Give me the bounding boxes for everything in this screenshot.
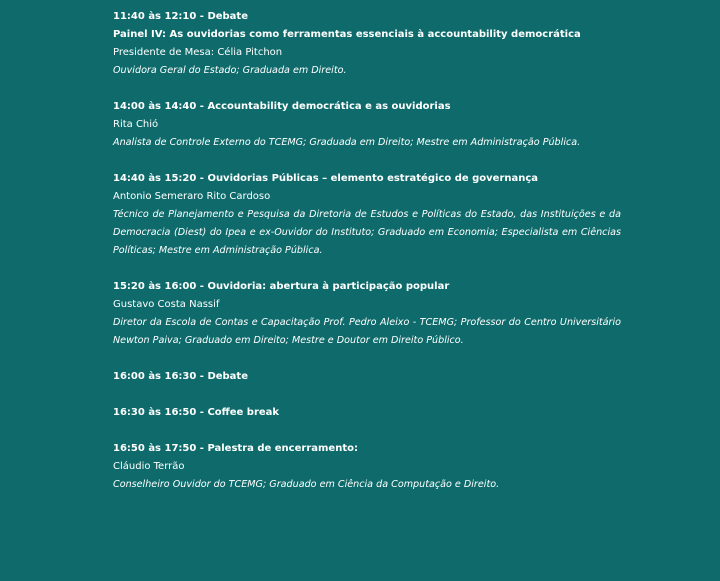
speaker-credentials: Conselheiro Ouvidor do TCEMG; Graduado em Ciência da Computação e Direito. — [113, 479, 500, 490]
speaker-credentials: Técnico de Planejamento e Pesquisa da Diretoria de Estudos e Políticas do Estado, das Instituições e da Democracia (Diest) do Ipea e ex-Ouvidor do Instituto; Graduado em Economia; Especialista em Ciências Políticas; Mestre em Administração Pública. — [113, 209, 621, 256]
schedule-block-coffee-break — [113, 404, 623, 422]
speaker-name: Rita Chió — [113, 119, 159, 130]
schedule-block-ouvidorias-publicas — [113, 170, 623, 260]
speaker-name: Gustavo Costa Nassif — [113, 299, 220, 310]
schedule-block-participacao — [113, 278, 623, 350]
session-title: 14:40 às 15:20 - Ouvidorias Públicas – elemento estratégico de governança — [113, 173, 539, 184]
session-title: 16:50 às 17:50 - Palestra de encerramento: — [113, 443, 358, 454]
schedule-block-accountability — [113, 98, 623, 152]
session-title: 15:20 às 16:00 - Ouvidoria: abertura à participação popular — [113, 281, 450, 292]
session-title: 16:30 às 16:50 - Coffee break — [113, 407, 280, 418]
session-title: 16:00 às 16:30 - Debate — [113, 371, 248, 382]
schedule-content — [113, 8, 623, 512]
chair-credentials: Ouvidora Geral do Estado; Graduada em Direito. — [113, 65, 347, 76]
speaker-name: Cláudio Terrão — [113, 461, 185, 472]
speaker-credentials: Diretor da Escola de Contas e Capacitação Prof. Pedro Aleixo - TCEMG; Professor do Centro Universitário Newton Paiva; Graduado em Direito; Mestre e Doutor em Direito Público. — [113, 317, 621, 346]
panel-title: Painel IV: As ouvidorias como ferramentas essenciais à accountability democrática — [113, 29, 581, 40]
schedule-block-encerramento — [113, 440, 623, 494]
session-title: 11:40 às 12:10 - Debate — [113, 11, 248, 22]
speaker-name: Antonio Semeraro Rito Cardoso — [113, 191, 271, 202]
speaker-credentials: Analista de Controle Externo do TCEMG; Graduada em Direito; Mestre em Administração Pública. — [113, 137, 581, 148]
session-title: 14:00 às 14:40 - Accountability democrática e as ouvidorias — [113, 101, 451, 112]
schedule-block-debate-2 — [113, 368, 623, 386]
schedule-block-debate-1 — [113, 8, 623, 80]
chair-name: Presidente de Mesa: Célia Pitchon — [113, 47, 283, 58]
